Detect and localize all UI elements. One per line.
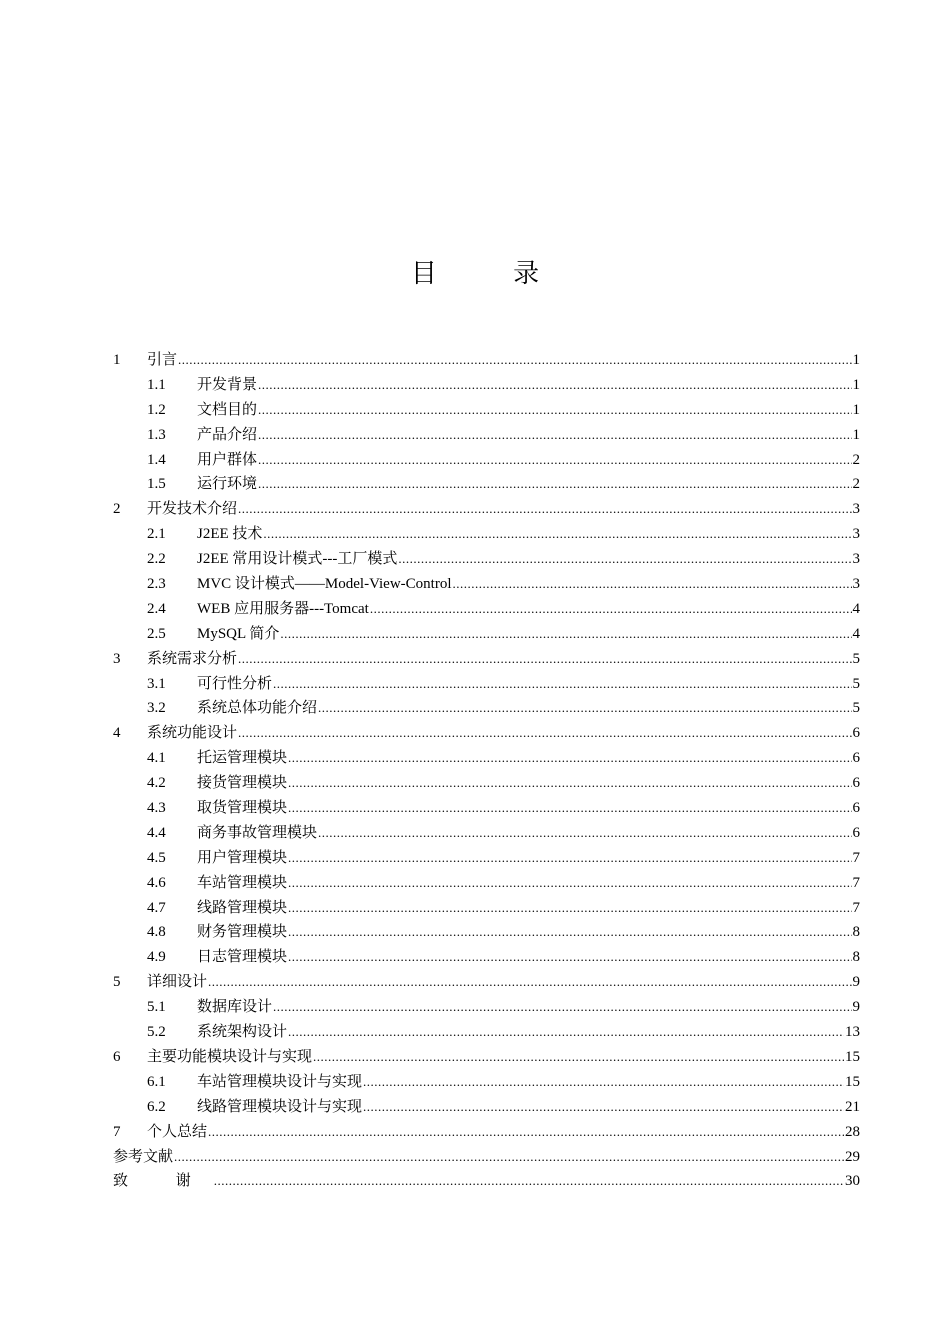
toc-entry-label: MySQL 简介 bbox=[197, 625, 280, 642]
toc-entry-page-number: 9 bbox=[852, 974, 860, 991]
toc-entry-label: 用户群体 bbox=[197, 451, 258, 468]
toc-entry-label: 引言 bbox=[147, 352, 178, 368]
toc-entry-number: 4.1 bbox=[147, 750, 166, 767]
toc-entry-label: 产品介绍 bbox=[197, 426, 258, 443]
toc-dot-leader bbox=[208, 1120, 844, 1145]
toc-entry-label: 财务管理模块 bbox=[197, 924, 288, 941]
toc-entry-page-number: 3 bbox=[852, 576, 860, 593]
toc-entry-number: 2.5 bbox=[147, 625, 166, 642]
page-title: 目 录 bbox=[410, 259, 574, 289]
toc-dot-leader bbox=[288, 945, 851, 970]
toc-entry-page-number: 1 bbox=[852, 401, 860, 418]
toc-entry[interactable] bbox=[113, 597, 860, 622]
toc-entry-page-number: 3 bbox=[852, 526, 860, 543]
toc-dot-leader bbox=[258, 373, 851, 398]
toc-entry-number: 5.2 bbox=[147, 1024, 166, 1041]
toc-entry-label: 开发背景 bbox=[197, 376, 258, 393]
toc-entry-label: 取货管理模块 bbox=[197, 800, 288, 817]
toc-entry-label: MVC 设计模式——Model-View-Control bbox=[197, 576, 452, 593]
toc-entry[interactable] bbox=[113, 348, 860, 373]
toc-entry-page-number: 6 bbox=[852, 800, 860, 817]
toc-entry[interactable] bbox=[113, 1145, 860, 1170]
toc-entry-label: 线路管理模块 bbox=[197, 899, 288, 916]
toc-entry[interactable] bbox=[113, 398, 860, 423]
toc-entry[interactable] bbox=[113, 1045, 860, 1070]
toc-dot-leader bbox=[288, 846, 851, 871]
toc-entry-number: 6 bbox=[113, 1048, 121, 1065]
toc-dot-leader bbox=[208, 970, 851, 995]
toc-dot-leader bbox=[258, 398, 851, 423]
toc-entry-page-number: 3 bbox=[852, 551, 860, 568]
toc-entry[interactable] bbox=[113, 373, 860, 398]
toc-entry[interactable] bbox=[113, 1169, 860, 1194]
toc-entry[interactable] bbox=[113, 995, 860, 1020]
toc-entry-page-number: 15 bbox=[845, 1073, 860, 1090]
toc-entry-number: 2.4 bbox=[147, 600, 166, 617]
toc-dot-leader bbox=[258, 472, 851, 497]
toc-entry-label: 商务事故管理模块 bbox=[197, 824, 318, 841]
toc-entry-number: 2.1 bbox=[147, 526, 166, 543]
toc-entry-number: 4.8 bbox=[147, 924, 166, 941]
toc-entry-number: 1.4 bbox=[147, 451, 166, 468]
toc-dot-leader bbox=[313, 1045, 844, 1070]
toc-entry-number: 4.5 bbox=[147, 849, 166, 866]
toc-entry-page-number: 28 bbox=[845, 1123, 860, 1140]
toc-entry-label: 用户管理模块 bbox=[197, 849, 288, 866]
toc-entry-label: 车站管理模块设计与实现 bbox=[197, 1073, 363, 1090]
toc-entry-number: 3.1 bbox=[147, 675, 166, 692]
toc-dot-leader bbox=[178, 348, 851, 373]
toc-dot-leader bbox=[318, 821, 851, 846]
toc-entry-label: 个人总结 bbox=[147, 1123, 208, 1140]
toc-entry-page-number: 1 bbox=[852, 352, 860, 368]
table-of-contents bbox=[113, 348, 860, 1194]
toc-dot-leader bbox=[318, 696, 851, 721]
toc-entry[interactable] bbox=[113, 696, 860, 721]
toc-entry-number: 4.9 bbox=[147, 949, 166, 966]
toc-entry-page-number: 21 bbox=[845, 1098, 860, 1115]
toc-entry[interactable] bbox=[113, 448, 860, 473]
toc-entry[interactable] bbox=[113, 945, 860, 970]
toc-entry-number: 4.7 bbox=[147, 899, 166, 916]
toc-dot-leader bbox=[288, 771, 851, 796]
toc-dot-leader bbox=[453, 572, 852, 597]
toc-entry-page-number: 13 bbox=[845, 1024, 860, 1041]
toc-entry-number: 2 bbox=[113, 501, 121, 518]
toc-entry-page-number: 2 bbox=[852, 451, 860, 468]
toc-dot-leader bbox=[288, 920, 851, 945]
toc-entry[interactable] bbox=[113, 672, 860, 697]
toc-entry-label: 托运管理模块 bbox=[197, 750, 288, 767]
toc-entry-label: 系统需求分析 bbox=[147, 650, 238, 667]
toc-entry-label: 致 谢 bbox=[113, 1173, 213, 1190]
toc-entry-label: 日志管理模块 bbox=[197, 949, 288, 966]
toc-dot-leader bbox=[258, 448, 851, 473]
toc-dot-leader bbox=[258, 423, 851, 448]
toc-dot-leader bbox=[288, 746, 851, 771]
toc-entry-number: 4.2 bbox=[147, 775, 166, 792]
toc-entry-number: 1.5 bbox=[147, 476, 166, 493]
toc-entry-number: 6.1 bbox=[147, 1073, 166, 1090]
toc-entry-label: J2EE 常用设计模式---工厂模式 bbox=[197, 551, 398, 568]
toc-entry-label: 开发技术介绍 bbox=[147, 501, 238, 518]
toc-entry-page-number: 7 bbox=[852, 899, 860, 916]
toc-entry[interactable] bbox=[113, 796, 860, 821]
toc-entry-number: 5.1 bbox=[147, 999, 166, 1016]
toc-entry-page-number: 6 bbox=[852, 750, 860, 767]
toc-entry-page-number: 2 bbox=[852, 476, 860, 493]
toc-entry-number: 1.2 bbox=[147, 401, 166, 418]
toc-entry[interactable] bbox=[113, 970, 860, 995]
toc-entry-number: 2.3 bbox=[147, 576, 166, 593]
toc-entry-label: 数据库设计 bbox=[197, 999, 273, 1016]
toc-entry[interactable] bbox=[113, 896, 860, 921]
toc-entry-page-number: 9 bbox=[852, 999, 860, 1016]
toc-entry[interactable] bbox=[113, 821, 860, 846]
toc-entry-page-number: 30 bbox=[845, 1173, 860, 1190]
toc-dot-leader bbox=[288, 871, 851, 896]
toc-entry-number: 4.4 bbox=[147, 824, 166, 841]
toc-entry-label: 系统总体功能介绍 bbox=[197, 700, 318, 717]
toc-entry-page-number: 7 bbox=[852, 849, 860, 866]
toc-dot-leader bbox=[288, 796, 851, 821]
toc-entry-label: 参考文献 bbox=[113, 1148, 174, 1165]
toc-entry-label: 系统功能设计 bbox=[147, 725, 238, 742]
toc-entry-page-number: 5 bbox=[852, 675, 860, 692]
toc-entry-label: 运行环境 bbox=[197, 476, 258, 493]
toc-dot-leader bbox=[174, 1145, 844, 1170]
toc-entry-number: 4.3 bbox=[147, 800, 166, 817]
toc-entry-page-number: 6 bbox=[852, 775, 860, 792]
toc-entry-number: 5 bbox=[113, 974, 121, 991]
toc-entry[interactable] bbox=[113, 1120, 860, 1145]
toc-entry[interactable] bbox=[113, 572, 860, 597]
toc-entry-page-number: 5 bbox=[852, 650, 860, 667]
toc-entry-label: WEB 应用服务器---Tomcat bbox=[197, 600, 369, 617]
toc-entry-page-number: 6 bbox=[852, 725, 860, 742]
toc-dot-leader bbox=[214, 1169, 844, 1194]
toc-dot-leader bbox=[363, 1070, 844, 1095]
toc-entry-label: 主要功能模块设计与实现 bbox=[147, 1048, 313, 1065]
toc-entry-number: 7 bbox=[113, 1123, 121, 1140]
toc-entry[interactable] bbox=[113, 871, 860, 896]
toc-dot-leader bbox=[288, 896, 851, 921]
toc-entry-number: 3 bbox=[113, 650, 121, 667]
toc-entry-page-number: 8 bbox=[852, 924, 860, 941]
toc-entry-label: 线路管理模块设计与实现 bbox=[197, 1098, 363, 1115]
toc-entry-number: 2.2 bbox=[147, 551, 166, 568]
toc-entry-number: 1 bbox=[113, 352, 121, 368]
toc-entry-number: 6.2 bbox=[147, 1098, 166, 1115]
toc-dot-leader bbox=[238, 721, 851, 746]
toc-entry-page-number: 15 bbox=[845, 1048, 860, 1065]
toc-entry[interactable] bbox=[113, 522, 860, 547]
toc-entry-page-number: 7 bbox=[852, 874, 860, 891]
toc-entry-number: 1.1 bbox=[147, 376, 166, 393]
toc-entry[interactable] bbox=[113, 920, 860, 945]
toc-entry-label: 可行性分析 bbox=[197, 675, 273, 692]
toc-entry[interactable] bbox=[113, 771, 860, 796]
toc-entry-label: 接货管理模块 bbox=[197, 775, 288, 792]
toc-entry[interactable] bbox=[113, 547, 860, 572]
toc-entry[interactable] bbox=[113, 622, 860, 647]
toc-entry-number: 3.2 bbox=[147, 700, 166, 717]
toc-entry[interactable] bbox=[113, 497, 860, 522]
toc-dot-leader bbox=[263, 522, 851, 547]
toc-entry-number: 4.6 bbox=[147, 874, 166, 891]
toc-entry-number: 4 bbox=[113, 725, 121, 742]
toc-dot-leader bbox=[238, 647, 851, 672]
toc-entry[interactable] bbox=[113, 423, 860, 448]
toc-entry-label: 详细设计 bbox=[147, 974, 208, 991]
toc-dot-leader bbox=[273, 995, 851, 1020]
toc-entry[interactable] bbox=[113, 1070, 860, 1095]
toc-entry[interactable] bbox=[113, 721, 860, 746]
toc-entry-page-number: 29 bbox=[845, 1148, 860, 1165]
toc-entry-page-number: 4 bbox=[852, 625, 860, 642]
toc-entry-page-number: 6 bbox=[852, 824, 860, 841]
toc-entry[interactable] bbox=[113, 647, 860, 672]
toc-entry-label: 系统架构设计 bbox=[197, 1024, 288, 1041]
toc-entry[interactable] bbox=[113, 846, 860, 871]
toc-dot-leader bbox=[288, 1020, 844, 1045]
toc-dot-leader bbox=[280, 622, 851, 647]
toc-entry-page-number: 8 bbox=[852, 949, 860, 966]
toc-dot-leader bbox=[273, 672, 851, 697]
toc-entry-label: 文档目的 bbox=[197, 401, 258, 418]
toc-dot-leader bbox=[398, 547, 851, 572]
toc-entry-page-number: 5 bbox=[852, 700, 860, 717]
toc-entry-number: 1.3 bbox=[147, 426, 166, 443]
toc-entry[interactable] bbox=[113, 472, 860, 497]
toc-entry[interactable] bbox=[113, 746, 860, 771]
toc-entry[interactable] bbox=[113, 1020, 860, 1045]
toc-entry-page-number: 1 bbox=[852, 426, 860, 443]
toc-entry-label: J2EE 技术 bbox=[197, 526, 263, 543]
toc-dot-leader bbox=[238, 497, 851, 522]
toc-dot-leader bbox=[363, 1095, 844, 1120]
toc-entry-page-number: 1 bbox=[852, 376, 860, 393]
toc-entry-page-number: 3 bbox=[852, 501, 860, 518]
toc-entry-page-number: 4 bbox=[852, 600, 860, 617]
toc-entry-label: 车站管理模块 bbox=[197, 874, 288, 891]
toc-entry[interactable] bbox=[113, 1095, 860, 1120]
toc-dot-leader bbox=[370, 597, 852, 622]
